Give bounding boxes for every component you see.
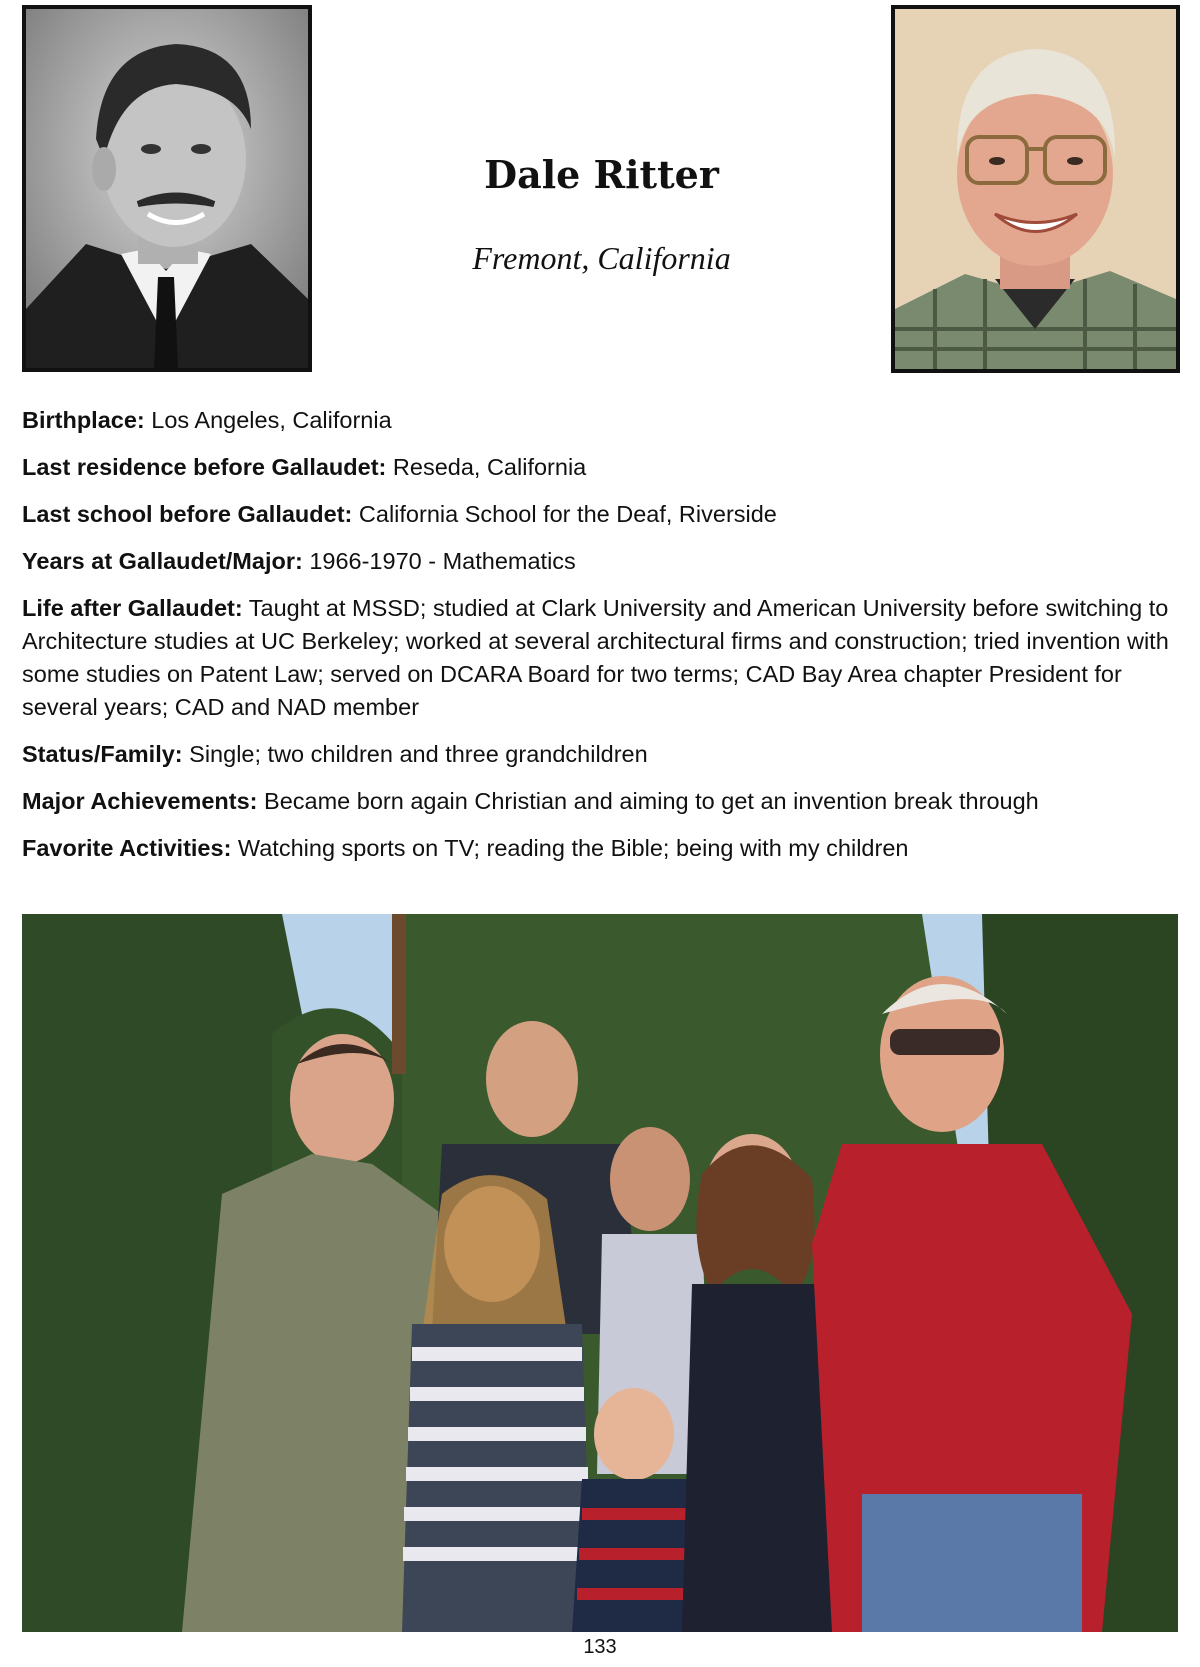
person-location: Fremont, California	[472, 240, 731, 276]
field-label: Life after Gallaudet:	[22, 595, 243, 621]
field-label: Last school before Gallaudet:	[22, 501, 353, 527]
field-label: Major Achievements:	[22, 788, 258, 814]
field-favorite-activities	[22, 832, 1182, 865]
field-label: Last residence before Gallaudet:	[22, 454, 387, 480]
person-name: Dale Ritter	[484, 152, 719, 197]
family-image	[22, 914, 1178, 1632]
field-label: Status/Family:	[22, 741, 183, 767]
biography-fields	[22, 404, 1182, 879]
field-value: Single; two children and three grandchildren	[189, 741, 648, 767]
field-last-school	[22, 498, 1182, 531]
field-years-major	[22, 545, 1182, 578]
family-photo	[22, 914, 1178, 1632]
field-label: Years at Gallaudet/Major:	[22, 548, 303, 574]
field-achievements	[22, 785, 1182, 818]
field-status-family	[22, 738, 1182, 771]
field-life-after	[22, 592, 1182, 724]
portrait-current-photo	[891, 5, 1180, 373]
field-value: Taught at MSSD; studied at Clark University and American University before switching to Architecture studies at UC Berkeley; worked at several architectural firms and construction; tried invention with some studies on Patent Law; served on DCARA Board for two terms; CAD Bay Area chapter President for several years; CAD and NAD member	[22, 595, 1169, 720]
portrait-young-image	[26, 9, 308, 368]
field-value: Los Angeles, California	[151, 407, 392, 433]
field-value: Became born again Christian and aiming to get an invention break through	[264, 788, 1039, 814]
field-last-residence	[22, 451, 1182, 484]
field-value: Reseda, California	[392, 454, 587, 480]
page-number: 133	[583, 1636, 617, 1658]
portrait-young-photo	[22, 5, 312, 372]
field-label: Birthplace:	[22, 407, 145, 433]
field-value: California School for the Deaf, Riverside	[358, 501, 777, 527]
field-label: Favorite Activities:	[22, 835, 232, 861]
field-value: Watching sports on TV; reading the Bible; being with my children	[237, 835, 909, 861]
portrait-current-image	[895, 9, 1176, 369]
field-value: 1966-1970 - Mathematics	[309, 548, 576, 574]
field-birthplace	[22, 404, 1182, 437]
